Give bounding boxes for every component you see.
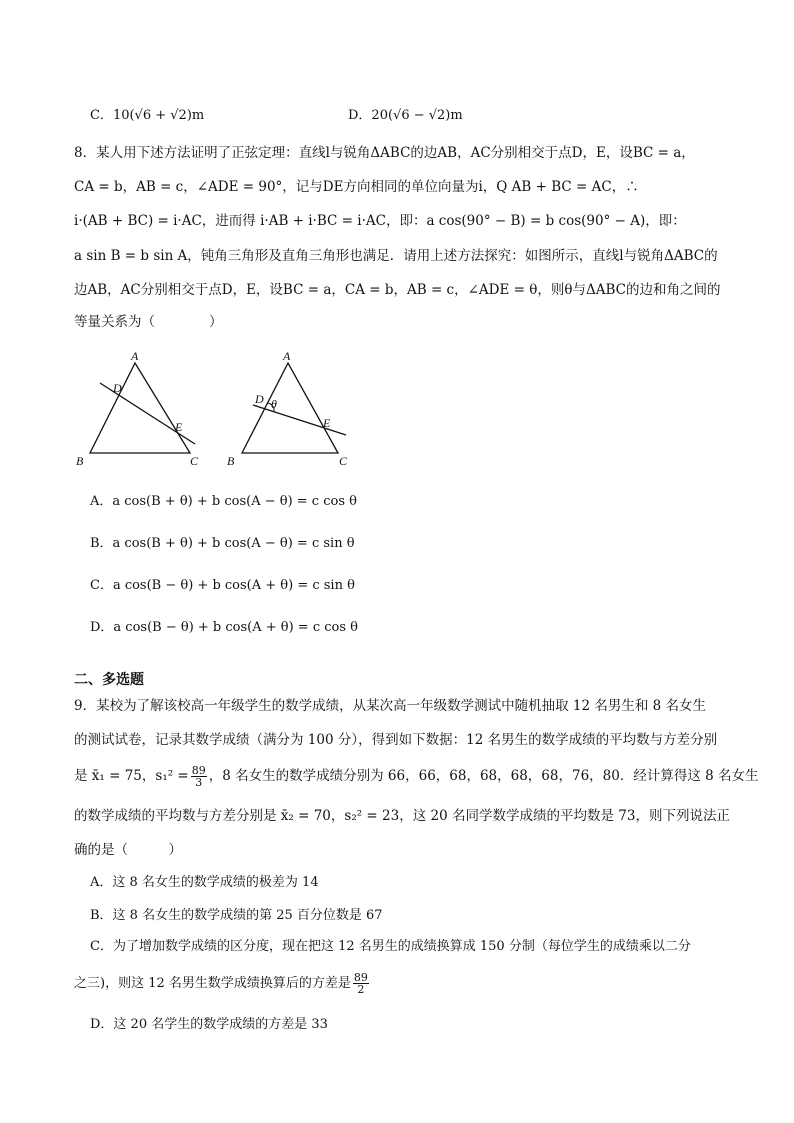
q8-option-a: A．a cos(B + θ) + b cos(A − θ) = c cos θ [90, 494, 357, 509]
q9-option-d: D．这 20 名学生的数学成绩的方差是 33 [90, 1017, 328, 1032]
q8-line-3: i·(AB + BC) = i·AC，进而得 i·AB + i·BC = i·AC，即：a cos(90° − B) = b cos(90° − A)，即： [74, 213, 686, 229]
q9-fraction-denominator: 3 [195, 776, 203, 789]
prev-option-c: C．10(√6 + √2)m [90, 108, 205, 123]
q9-option-b: B．这 8 名女生的数学成绩的第 25 百分位数是 67 [90, 908, 383, 923]
right-label-a: A [283, 349, 291, 363]
q9-option-c-line-1: C．为了增加数学成绩的区分度，现在把这 12 名男生的成绩换算成 150 分制（每位学生的成绩乘以二分 [90, 939, 691, 954]
q8-figures [70, 345, 370, 470]
q9-option-c-text: 之三)，则这 12 名男生数学成绩换算后的方差是 [74, 976, 351, 991]
q8-line-5: 边AB，AC分别相交于点D，E，设BC = a，CA = b，AB = c，∠ADE = θ，则θ与ΔABC的边和角之间的 [74, 282, 721, 298]
right-label-theta: θ [271, 397, 277, 411]
section-heading-multiple-choice: 二、多选题 [74, 672, 144, 688]
q9-line-1: 9．某校为了解该校高一年级学生的数学成绩，从某次高一年级数学测试中随机抽取 12 名男生和 8 名女生 [74, 698, 707, 714]
q8-line-6: 等量关系为（ ） [74, 314, 223, 330]
q8-option-d: D．a cos(B − θ) + b cos(A + θ) = c cos θ [90, 620, 358, 635]
q8-option-b: B．a cos(B + θ) + b cos(A − θ) = c sin θ [90, 536, 355, 551]
right-triangle-figure [227, 349, 348, 468]
prev-option-d: D．20(√6 − √2)m [348, 108, 463, 123]
q8-option-c: C．a cos(B − θ) + b cos(A + θ) = c sin θ [90, 578, 355, 593]
q9-fraction-numerator: 89 [191, 764, 206, 777]
right-triangle [242, 363, 338, 453]
q9-option-c-denominator: 2 [357, 983, 365, 996]
q9-variance-fraction [191, 765, 207, 788]
right-label-c: C [339, 454, 348, 468]
q8-line-4: a sin B = b sin A，钝角三角形及直角三角形也满足．请用上述方法探究：如图所示，直线l与锐角ΔABC的 [74, 248, 718, 264]
q9-option-a: A．这 8 名女生的数学成绩的极差为 14 [90, 875, 319, 890]
right-label-d: D [255, 392, 264, 406]
q9-option-c-line-2 [74, 972, 371, 995]
q9-line-3 [74, 765, 759, 788]
right-line-l [253, 405, 346, 435]
q9-line-5: 确的是（ ） [74, 842, 182, 858]
q9-line-3-start: 是 x̄₁ = 75，s₁² = [74, 768, 189, 784]
q9-line-2: 的测试试卷，记录其数学成绩（满分为 100 分），得到如下数据：12 名男生的数学成绩的平均数与方差分别 [74, 732, 718, 748]
left-label-e: E [175, 420, 183, 434]
q8-line-2: CA = b，AB = c，∠ADE = 90°，记与DE方向相同的单位向量为i，Q AB + BC = AC，∴ [74, 179, 639, 195]
q9-option-c-numerator: 89 [353, 971, 368, 984]
left-label-d: D [113, 381, 122, 395]
q9-line-3-end: ，8 名女生的数学成绩分别为 66，66，68，68，68，68，76，80．经计算得这 8 名女生 [208, 768, 759, 784]
left-triangle-figure [76, 349, 199, 468]
q9-line-4: 的数学成绩的平均数与方差分别是 x̄₂ = 70，s₂² = 23，这 20 名同学数学成绩的平均数是 73，则下列说法正 [74, 808, 730, 824]
right-label-b: B [227, 454, 235, 468]
left-label-c: C [190, 454, 199, 468]
q8-line-1: 8．某人用下述方法证明了正弦定理：直线l与锐角ΔABC的边AB，AC分别相交于点D，E，设BC = a， [74, 145, 695, 161]
left-label-a: A [131, 349, 139, 363]
q9-option-c-fraction [353, 972, 369, 995]
right-label-e: E [323, 416, 331, 430]
left-label-b: B [76, 454, 84, 468]
